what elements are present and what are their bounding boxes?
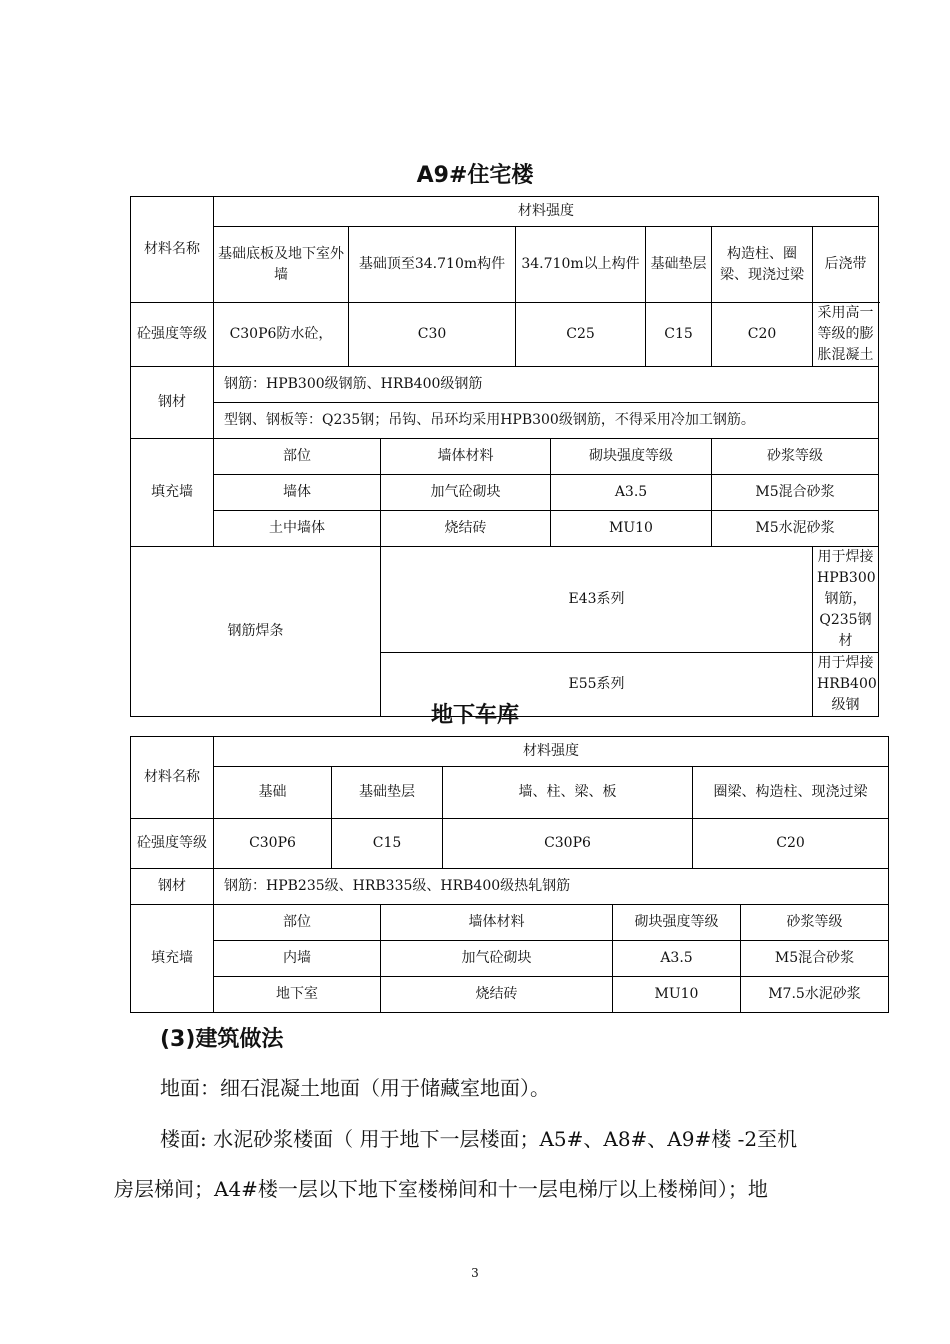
table1-col-header: 基础顶至34.710m构件 — [349, 227, 516, 303]
table1-fill-header: 墙体材料 — [381, 439, 551, 475]
table2-fill-header: 砌块强度等级 — [613, 905, 741, 941]
table1-col-header: 34.710m以上构件 — [516, 227, 646, 303]
table1-concrete-value: C30P6防水砼， — [214, 303, 349, 367]
table2-concrete-value: C30P6 — [214, 819, 332, 869]
table2-col-header: 基础垫层 — [332, 767, 443, 819]
table1-fill-cell: M5水泥砂浆 — [712, 511, 879, 547]
page-number: 3 — [471, 1266, 479, 1280]
table1-steel-row: 型钢、钢板等：Q235钢；吊钩、吊环均采用HPB300级钢筋，不得采用冷加工钢筋。 — [214, 403, 879, 439]
table2-concrete-label: 砼强度等级 — [131, 819, 214, 869]
table2-concrete-value: C30P6 — [443, 819, 693, 869]
table1-fill-cell: 烧结砖 — [381, 511, 551, 547]
table2-fill-cell: 加气砼砌块 — [381, 941, 613, 977]
table2-col-header: 墙、柱、梁、板 — [443, 767, 693, 819]
table1-fill-cell: 土中墙体 — [214, 511, 381, 547]
table1-concrete-value: C15 — [646, 303, 712, 367]
table2-title: 地下车库 — [430, 703, 519, 728]
paragraph-floor: 地面：细石混凝土地面（用于储藏室地面）。 — [160, 1076, 550, 1100]
section-heading: (3)建筑做法 — [160, 1027, 284, 1052]
table1-weld-label: 钢筋焊条 — [131, 547, 381, 717]
table1-fill-cell: 加气砼砌块 — [381, 475, 551, 511]
table2-fill-header: 砂浆等级 — [741, 905, 889, 941]
table2-fill-cell: 烧结砖 — [381, 977, 613, 1013]
table2-fill-cell: M5混合砂浆 — [741, 941, 889, 977]
table2-strength-header: 材料强度 — [214, 737, 889, 767]
table2-concrete-value: C15 — [332, 819, 443, 869]
table1-steel-label: 钢材 — [131, 367, 214, 439]
table1-col-header: 基础底板及地下室外墙 — [214, 227, 349, 303]
table1-fill-header: 部位 — [214, 439, 381, 475]
table1-fill-header: 砌块强度等级 — [551, 439, 712, 475]
table1-concrete-value: C25 — [516, 303, 646, 367]
table1-concrete-label: 砼强度等级 — [131, 303, 214, 367]
table1-fill-cell: MU10 — [551, 511, 712, 547]
paragraph-storey-line2: 房层梯间；A4#楼一层以下地下室楼梯间和十一层电梯厅以上楼梯间）；地 — [114, 1177, 768, 1201]
table2-material-name: 材料名称 — [131, 737, 214, 819]
table2-fill-cell: 地下室 — [214, 977, 381, 1013]
table2-fill-cell: MU10 — [613, 977, 741, 1013]
table2-concrete-value: C20 — [693, 819, 889, 869]
table1-weld-type: E43系列 — [381, 547, 813, 653]
table2-fill-cell: M7.5水泥砂浆 — [741, 977, 889, 1013]
table1-title: A9#住宅楼 — [416, 163, 534, 188]
table1-concrete-value: C30 — [349, 303, 516, 367]
table1-weld-type: E55系列 — [381, 653, 813, 717]
table1-weld-usage: 用于焊接HRB400级钢 — [813, 653, 879, 717]
table1-fill-cell: M5混合砂浆 — [712, 475, 879, 511]
table2 — [130, 736, 889, 1013]
table2-fill-cell: A3.5 — [613, 941, 741, 977]
table1-fill-header: 砂浆等级 — [712, 439, 879, 475]
table2-col-header: 圈梁、构造柱、现浇过梁 — [693, 767, 889, 819]
table2-fill-header: 墙体材料 — [381, 905, 613, 941]
table1-fill-label: 填充墙 — [131, 439, 214, 547]
table2-steel-label: 钢材 — [131, 869, 214, 905]
table2-steel-row: 钢筋：HPB235级、HRB335级、HRB400级热轧钢筋 — [214, 869, 889, 905]
table1-fill-cell: 墙体 — [214, 475, 381, 511]
table1-concrete-value: C20 — [712, 303, 813, 367]
table2-fill-header: 部位 — [214, 905, 381, 941]
table1-col-header: 基础垫层 — [646, 227, 712, 303]
table1-steel-row: 钢筋：HPB300级钢筋、HRB400级钢筋 — [214, 367, 879, 403]
table1-strength-header: 材料强度 — [214, 197, 879, 227]
paragraph-storey-line1: 楼面: 水泥砂浆楼面（ 用于地下一层楼面；A5#、A8#、A9#楼 -2至机 — [160, 1127, 798, 1151]
table2-fill-cell: 内墙 — [214, 941, 381, 977]
table1-fill-cell: A3.5 — [551, 475, 712, 511]
table1-col-header: 后浇带 — [813, 227, 879, 303]
table1 — [130, 196, 879, 717]
table2-col-header: 基础 — [214, 767, 332, 819]
table1-weld-usage: 用于焊接HPB300钢筋，Q235钢材 — [813, 547, 879, 653]
table1-material-name: 材料名称 — [131, 197, 214, 303]
table1-col-header: 构造柱、圈梁、现浇过梁 — [712, 227, 813, 303]
table1-concrete-value: 采用高一等级的膨胀混凝土 — [813, 303, 879, 367]
table2-fill-label: 填充墙 — [131, 905, 214, 1013]
